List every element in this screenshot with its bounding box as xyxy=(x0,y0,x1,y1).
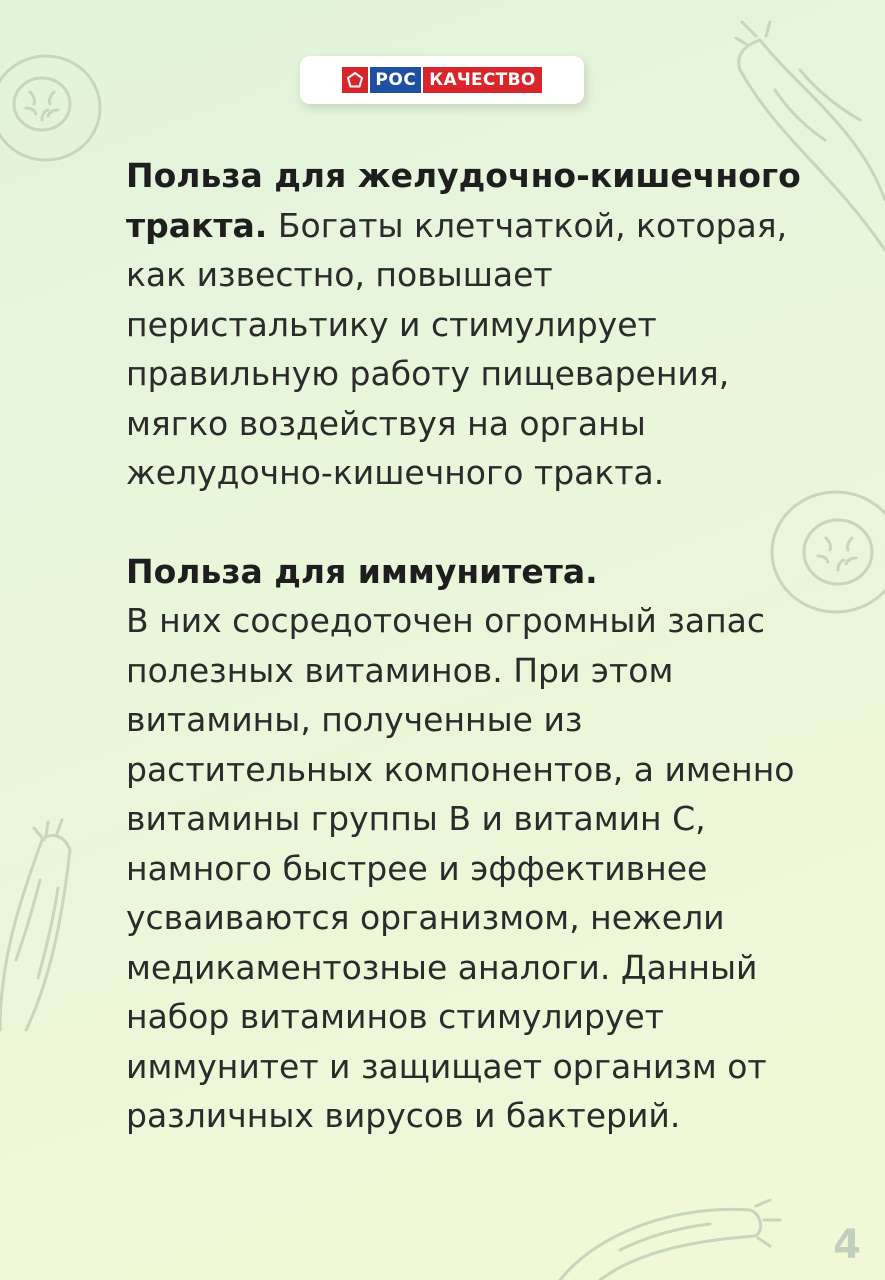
section-immunity xyxy=(126,547,816,1141)
pentagon-icon xyxy=(342,67,368,93)
section-text: Богаты клетчаткой, которая, как известно, повышает перистальтику и стимулирует правильную работу пищеварения, мягко воздействуя на органы желудочно-кишечного тракта. xyxy=(126,205,788,492)
section-text: В них сосредоточен огромный запас полезных витаминов. При этом витамины, полученные из растительных компонентов, а именно витамины группы B и витамин С, намного быстрее и эффективнее усваиваются организмом, нежели медикаментозные аналоги. Данный набор витаминов стимулирует иммунитет и защищает организм от различных вирусов и бактерий. xyxy=(126,601,795,1135)
logo-inner xyxy=(342,67,541,93)
zucchini-slice-icon xyxy=(0,56,100,160)
section-digestion xyxy=(126,151,816,498)
logo-text-kachestvo: КАЧЕСТВО xyxy=(423,67,541,93)
zucchini-icon xyxy=(0,820,70,1030)
page-number: 4 xyxy=(833,1222,861,1268)
roskachestvo-logo xyxy=(300,56,584,104)
section-title: Польза для иммунитета. xyxy=(126,551,598,591)
zucchini-icon xyxy=(560,1200,780,1280)
section-title: Польза для желудочно-кишечного тракта. xyxy=(126,156,801,245)
logo-text-ros: РОС xyxy=(370,67,421,93)
article-content xyxy=(126,151,816,1141)
